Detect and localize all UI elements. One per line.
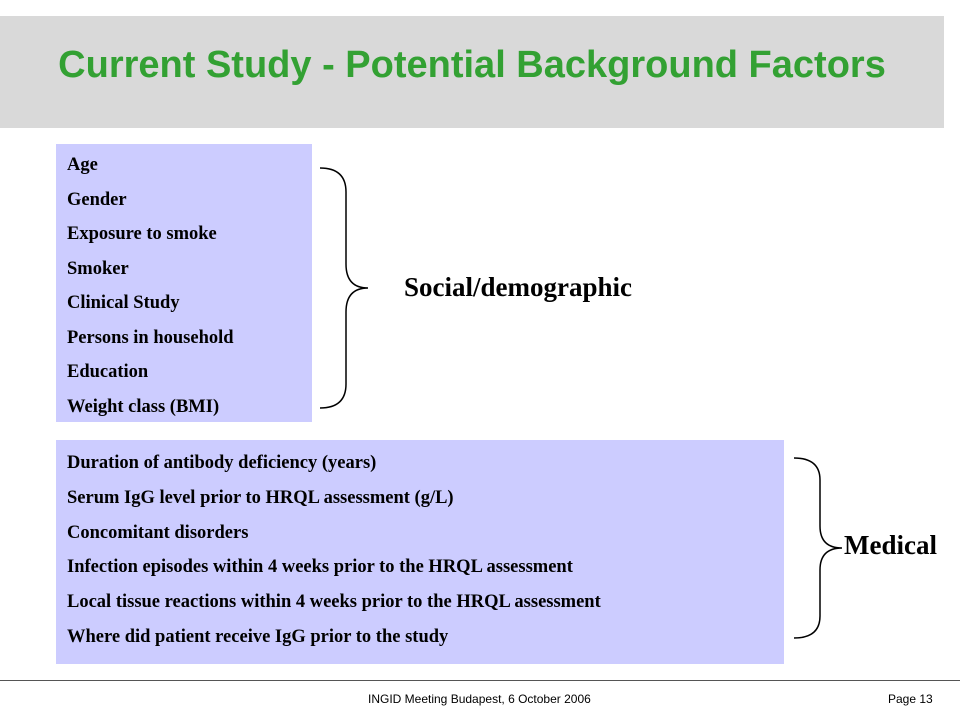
page-number: Page 13 [888,692,933,706]
list-item: Infection episodes within 4 weeks prior to the HRQL assessment [67,557,573,578]
list-item: Persons in household [67,327,234,348]
list-item: Concomitant disorders [67,522,249,543]
list-item: Local tissue reactions within 4 weeks prior to the HRQL assessment [67,592,601,613]
footer-divider [0,680,960,681]
list-item: Smoker [67,258,129,279]
list-item: Exposure to smoke [67,224,217,244]
list-item: Education [67,362,149,382]
list-item: Duration of antibody deficiency (years) [67,453,377,473]
social-demographic-label: Social/demographic [404,272,632,302]
title-bar [0,16,944,128]
slide-title: Current Study - Potential Background Factors [58,44,886,86]
medical-brace [792,456,844,640]
list-item: Gender [67,189,127,210]
medical-factors-box [56,440,784,664]
list-item: Weight class (BMI) [67,396,220,417]
footer-meeting-info: INGID Meeting Budapest, 6 October 2006 [368,692,591,706]
list-item: Serum IgG level prior to HRQL assessment (g/L) [67,487,454,508]
medical-label: Medical [844,530,937,560]
list-item: Where did patient receive IgG prior to the study [67,626,449,647]
list-item: Clinical Study [67,293,180,313]
social-brace [318,166,370,410]
social-factors-box [56,144,312,422]
list-item: Age [67,155,98,175]
